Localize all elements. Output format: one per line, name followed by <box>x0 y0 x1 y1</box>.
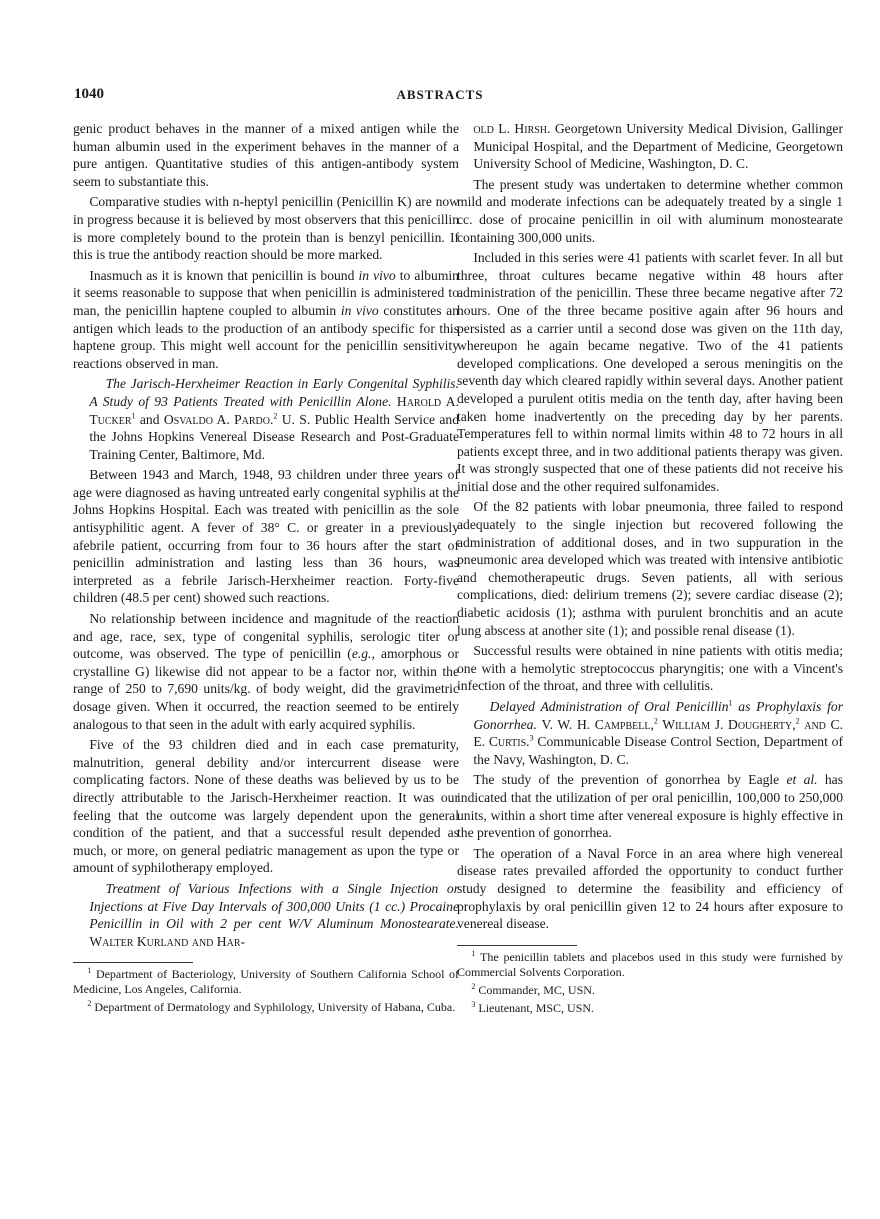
article-title-jarisch-herxheimer: The Jarisch-Herxheimer Reaction in Early Congenital Syphilis. A Study of 93 Patients Treated with Penicillin Alone. Harold A. Tucker$^1$ and Osvaldo A. Pardo.$^2$ U. S. Public Health Service and the Johns Hopkins Venereal Disease Research and Post-Graduate Training Center, Baltimore, Md. <box>89 376 460 462</box>
paragraph: Of the 82 patients with lobar pneumonia, three failed to respond adequately to the single injection but recovered following the administration of additional doses, and in two suppuration in the pneumonic area developed which was treated with intensive antibiotic and chemotherapeutic drugs. Seven patients, all with serious complications, died: delirium tremens (2); severe cardiac disease (2); diabetic acidosis (1); asthma with purulent bronchitis and an acute lung abscess at another site (1); and possible renal disease (1). <box>457 499 843 638</box>
footnote: $^2$ Department of Dermatology and Syphilology, University of Habana, Cuba. <box>87 999 456 1015</box>
article-authors-continued: old L. Hirsh. Georgetown University Medical Division, Gallinger Municipal Hospital, and the Department of Medicine, Georgetown University School of Medicine, Washington, D. C. <box>473 121 843 172</box>
left-column <box>73 120 459 1015</box>
footnote: $^1$ Department of Bacteriology, University of Southern California School of Medicine, Los Angeles, California. <box>73 966 460 997</box>
page-number: 1040 <box>74 86 104 102</box>
article-title-various-infections: Treatment of Various Infections with a Single Injection or Injections at Five Day Intervals of 300,000 Units (1 cc.) Procaine Penicillin in Oil with 2 per cent W/V Aluminum Monostearate. Walter Kurland and Har- <box>89 880 459 949</box>
running-head: ABSTRACTS <box>396 87 484 102</box>
paragraph: Inasmuch as it is known that penicillin is bound in vivo to albumin it seems reasonable to suppose that when penicillin is administered to man, the penicillin haptene coupled to albumin in vivo constitutes an antigen which leads to the production of an antibody specific for this haptene group. This might well account for the penicillin sensitivity reactions observed in man. <box>73 267 460 371</box>
paragraph: Successful results were obtained in nine patients with otitis media; one with a hemolytic streptococcus pharyngitis; one with a Vincent's infection of the throat, and three with cellulitis. <box>457 643 843 694</box>
paragraph: genic product behaves in the manner of a mixed antigen while the human albumin used in the experiment behaves in the manner of a pure antigen. Quantitative studies of this antigen-antibody system seem to substantiate this. <box>73 121 459 189</box>
footnote: $^1$ The penicillin tablets and placebos used in this study were furnished by Commercial Solvents Corporation. <box>457 948 843 979</box>
page-header <box>74 86 806 106</box>
paragraph: Included in this series were 41 patients with scarlet fever. In all but three, throat cultures became negative within 48 hours after administration of the penicillin. These three became negative after 72 hours. One of the three became positive again after 96 hours and persisted as a carrier until a second dose was given on the 11th day, whereupon he again became negative. Two of the 41 patients developed complications. One developed a serous meningitis on the seventh day which cleared rapidly within several days. Another patient developed a purulent otitis media on the tenth day, after having been taken home inadvertently on the preceding day by her parents. Temperatures fell to within normal limits within 48 to 72 hours in all patients except three, and in two additional patients therapy was given. It was strongly suspected that one of these patients did not receive his initial dose and the other required sulfonamides. <box>457 250 843 494</box>
footnote: $^2$ Commander, MC, USN. <box>471 981 595 997</box>
right-column <box>457 120 843 1016</box>
paragraph: The operation of a Naval Force in an area where high venereal disease rates prevailed afforded the opportunity to conduct further study designed to determine the feasibility and efficiency of prophylaxis by oral penicillin given 12 to 24 hours after exposure to venereal disease. <box>457 845 843 932</box>
footnote-rule <box>457 945 577 946</box>
paragraph: Five of the 93 children died and in each case prematurity, malnutrition, general debility and/or intercurrent disease were complicating factors. None of these deaths was believed by us to be directly attributable to the Jarisch-Herxheimer reaction. It was our feeling that the outcome was largely dependent upon the general condition of the patient, and that a successful result depended as much, or more, on general pediatric management as upon the type or amount of syphilotherapy employed. <box>73 737 459 876</box>
paragraph: The present study was undertaken to determine whether common mild and moderate infections can be adequately treated by a single 1 cc. dose of procaine penicillin in oil with aluminum monostearate containing 300,000 units. <box>457 176 843 245</box>
footnote-rule <box>73 962 193 963</box>
paragraph: Between 1943 and March, 1948, 93 children under three years of age were diagnosed as having untreated early congenital syphilis at the Johns Hopkins Hospital. Each was treated with penicillin as the sole antisyphilitic agent. A fever of 38° C. or greater in a previously afebrile patient, occurring from four to 36 hours after the start of penicillin administration and lasting less than 36 hours, was interpreted as a febrile Jarisch-Herxheimer reaction. Forty-five children (48.5 per cent) showed such reactions. <box>73 467 459 606</box>
paragraph: Comparative studies with n-heptyl penicillin (Penicillin K) are now in progress because it is believed by most observers that this penicillin is more completely bound to the protein than is benzyl penicillin. If this is true the antibody reaction should be more marked. <box>73 194 459 263</box>
article-title-oral-penicillin: Delayed Administration of Oral Penicillin$^1$ as Prophylaxis for Gonorrhea. V. W. H. Campbell,$^2$ William J. Dougherty,$^2$ and C. E. Curtis.$^3$ Communicable Disease Control Section, Department of the Navy, Washington, D. C. <box>473 698 844 767</box>
paragraph: No relationship between incidence and magnitude of the reaction and age, race, sex, type of congenital syphilis, serologic titer or outcome, was observed. The type of penicillin (e.g., amorphous or crystalline G) likewise did not appear to be a factor nor, within the range of 250 to 7,690 units/kg. of body weight, did the gravimetric dosage given. When it occurred, the reaction seemed to be entirely analogous to that seen in the adult with early acquired syphilis. <box>73 611 460 732</box>
footnote: $^3$ Lieutenant, MSC, USN. <box>471 999 595 1015</box>
paragraph: The study of the prevention of gonorrhea by Eagle et al. has indicated that the utilization of per oral penicillin, 100,000 to 250,000 units, within a short time after venereal exposure is highly effective in the prevention of gonorrhea. <box>457 772 843 841</box>
